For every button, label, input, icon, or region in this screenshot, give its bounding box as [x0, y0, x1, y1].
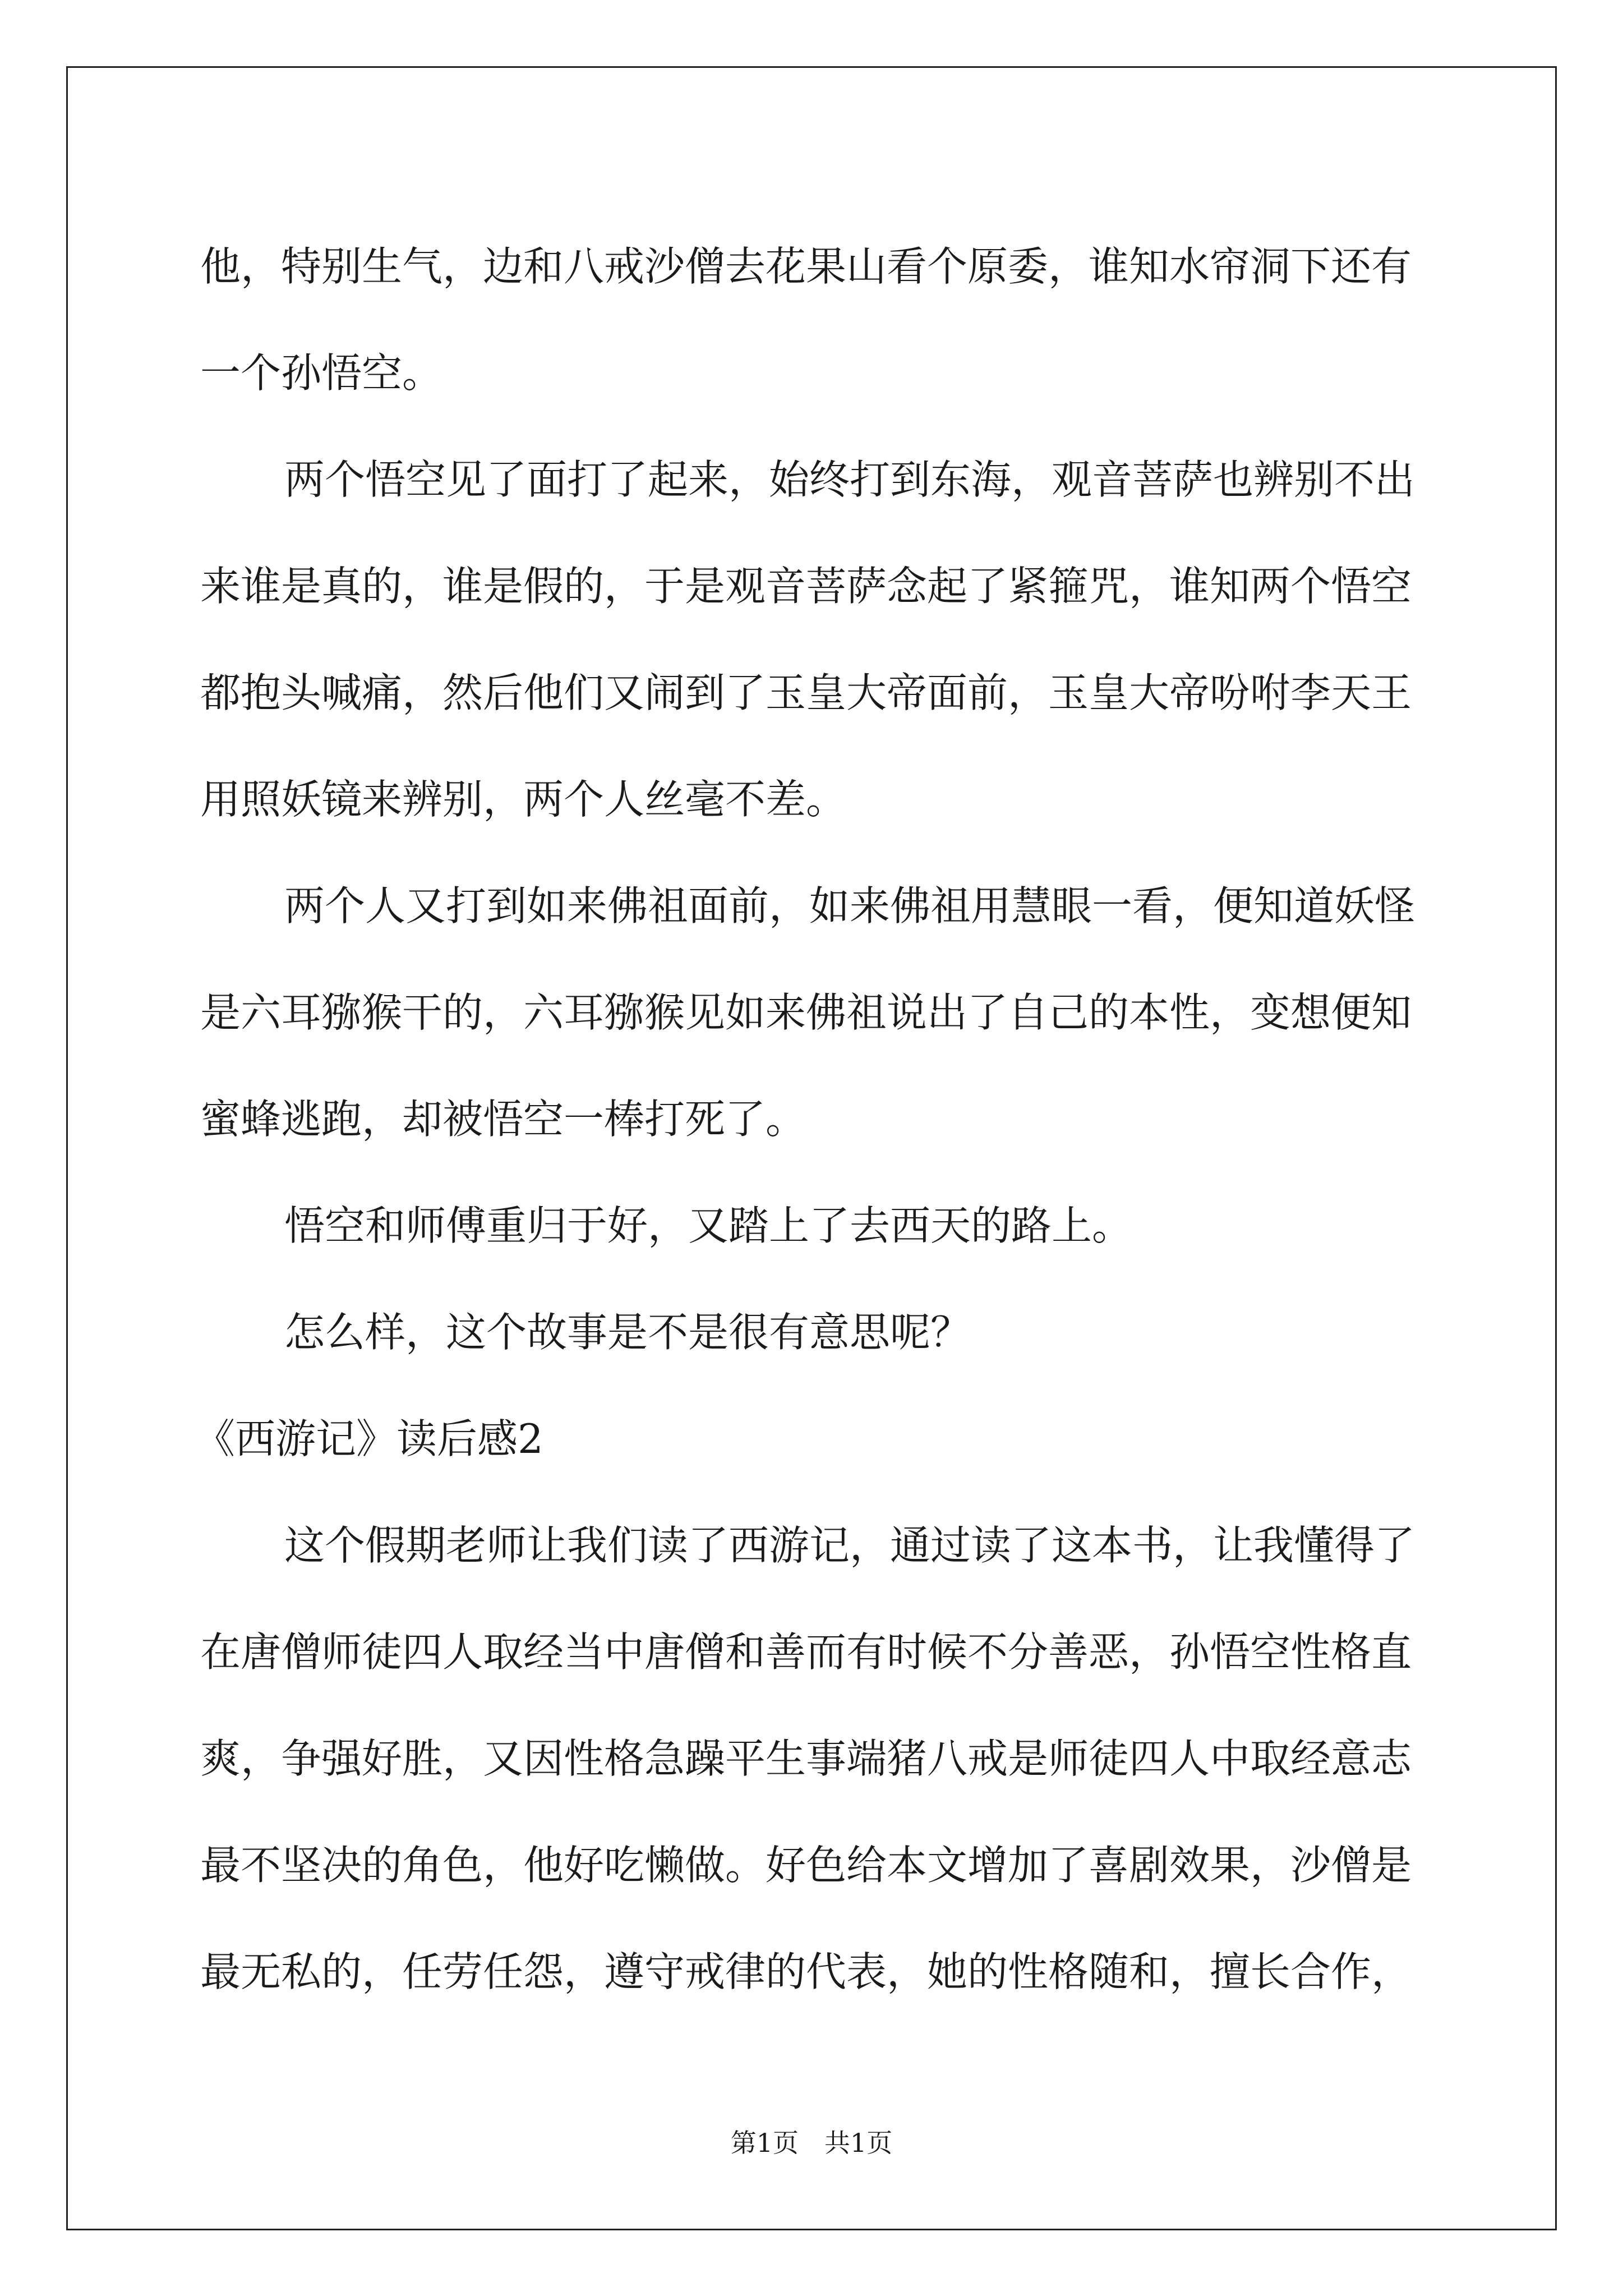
text-line: 来谁是真的，谁是假的，于是观音菩萨念起了紧箍咒，谁知两个悟空	[200, 563, 1412, 610]
text-line: 一个孙悟空。	[200, 349, 443, 397]
text-line: 最无私的，任劳任怨，遵守戒律的代表，她的性格随和，擅长合作，	[200, 1948, 1412, 1995]
text-line: 两个悟空见了面打了起来，始终打到东海，观音菩萨也辨别不出	[284, 456, 1415, 503]
document-body	[195, 213, 1428, 2025]
text-line: 都抱头喊痛，然后他们又闹到了玉皇大帝面前，玉皇大帝吩咐李天王	[200, 669, 1412, 716]
text-line: 他，特别生气，边和八戒沙僧去花果山看个原委，谁知水帘洞下还有	[200, 243, 1412, 290]
page-total: 共1页	[824, 2128, 893, 2158]
page-footer	[0, 2126, 1623, 2160]
section-heading: 《西游记》读后感2	[195, 1415, 543, 1462]
text-line: 用照妖镜来辨别，两个人丝毫不差。	[200, 776, 847, 823]
text-line: 怎么样，这个故事是不是很有意思呢？	[284, 1309, 971, 1356]
text-line: 蜜蜂逃跑，却被悟空一棒打死了。	[200, 1096, 806, 1143]
text-line: 爽，争强好胜，又因性格急躁平生事端猪八戒是师徒四人中取经意志	[200, 1735, 1412, 1782]
text-line: 两个人又打到如来佛祖面前，如来佛祖用慧眼一看，便知道妖怪	[284, 882, 1415, 930]
page-number: 第1页	[730, 2128, 799, 2158]
text-line: 在唐僧师徒四人取经当中唐僧和善而有时候不分善恶，孙悟空性格直	[200, 1628, 1412, 1676]
text-line: 悟空和师傅重归于好，又踏上了去西天的路上。	[284, 1202, 1133, 1249]
text-line: 是六耳猕猴干的，六耳猕猴见如来佛祖说出了自己的本性，变想便知	[200, 989, 1412, 1036]
text-line: 最不坚决的角色，他好吃懒做。好色给本文增加了喜剧效果，沙僧是	[200, 1842, 1412, 1889]
text-line: 这个假期老师让我们读了西游记，通过读了这本书，让我懂得了	[284, 1522, 1415, 1569]
